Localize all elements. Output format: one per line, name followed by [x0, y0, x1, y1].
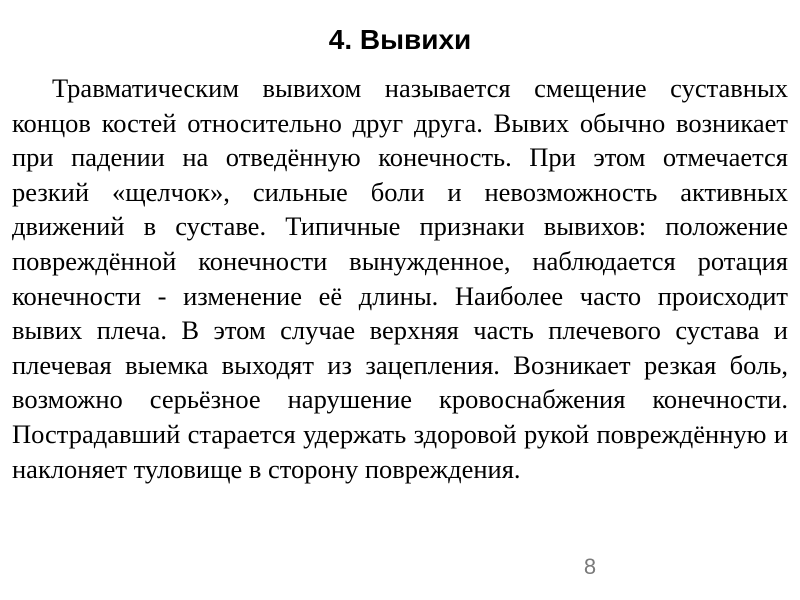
slide-title: 4. Вывихи [328, 24, 472, 55]
body-paragraph: Травматическим вывихом называется смещение суставных концов костей относительно друг друга. Вывих обычно возникает при падении на отведённую конечность. При этом отмечается резкий «щелчок», сильные боли и невозможность активных движений в суставе. Типичные признаки вывихов: положение повреждённой конечности вынужденное, наблюдается ротация конечности - изменение её длины. Наиболее часто происходит вывих плеча. В этом случае верхняя часть плечевого сустава и плечевая выемка выходят из зацепления. Возникает резкая боль, возможно серьёзное нарушение кровоснабжения конечности. Пострадавший старается удержать здоровой рукой повреждённую и наклоняет туловище в сторону повреждения. [12, 73, 788, 484]
page-number: 8 [583, 554, 597, 579]
